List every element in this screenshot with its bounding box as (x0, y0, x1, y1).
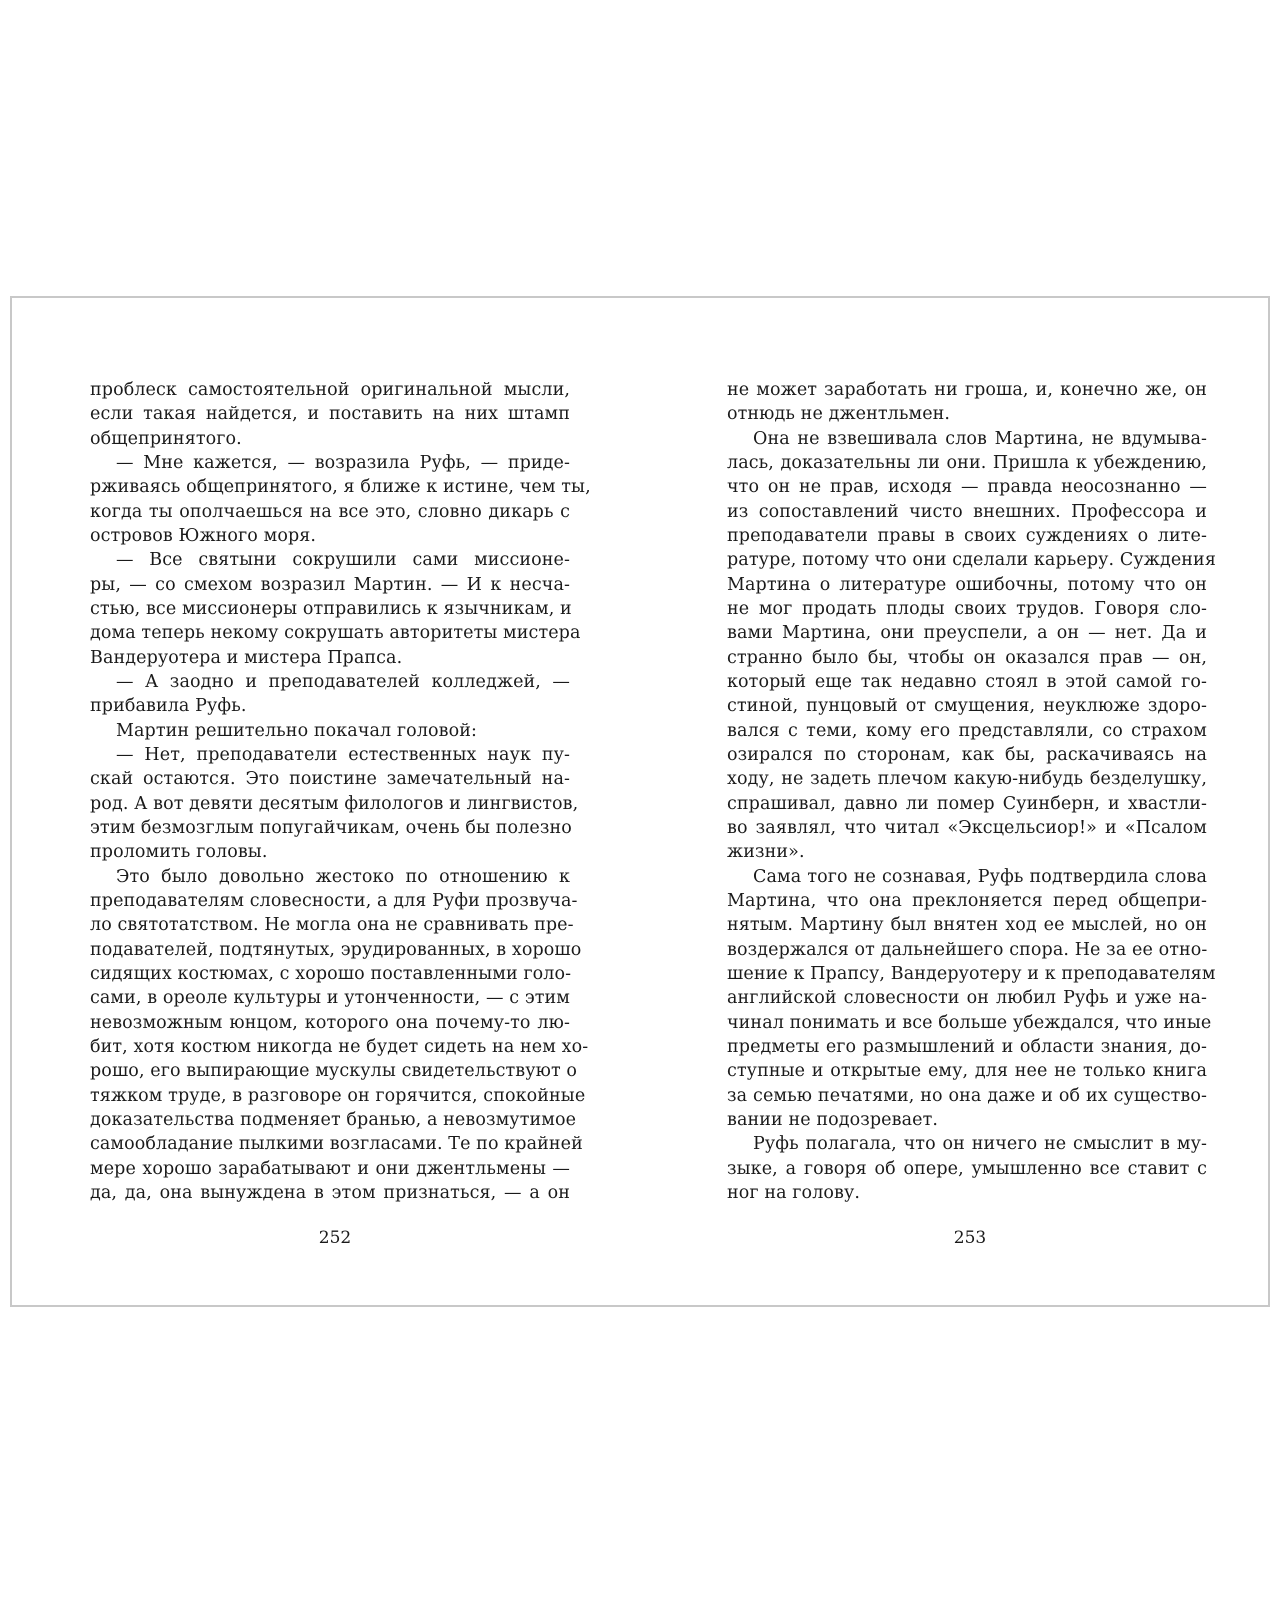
text-line: странно было бы, чтобы он оказался прав — он, (727, 647, 1207, 668)
right-page-text (727, 378, 1216, 1205)
text-line: который еще так недавно стоял в этой самой го- (727, 671, 1207, 692)
text-line: сами, в ореоле культуры и утонченности, — с этим (90, 988, 570, 1009)
text-line: — Мне кажется, — возразила Руфь, — приде- (116, 452, 570, 473)
text-line: озирался по сторонам, как бы, раскачиваясь на (727, 744, 1207, 765)
text-line: ратуре, потому что они сделали карьеру. Суждения (727, 550, 1216, 571)
text-line: нятым. Мартину был внятен ход ее мыслей, но он (727, 915, 1207, 936)
text-line: чинал понимать и все больше убеждался, что иные (727, 1012, 1212, 1033)
text-line: мере хорошо зарабатывают и они джентльмены — (90, 1158, 570, 1179)
text-line: за семью печатями, но она даже и об их существо- (727, 1085, 1207, 1106)
text-line: ступные и открытые ему, для нее не только книга (727, 1061, 1207, 1082)
text-line: вании не подозревает. (727, 1109, 939, 1130)
text-line: этим безмозглым попугайчикам, очень бы полезно (90, 817, 572, 838)
text-line: скай остаются. Это поистине замечательный на- (90, 769, 570, 790)
text-line: — А заодно и преподавателей колледжей, — (116, 671, 570, 692)
left-page-number: 252 (318, 1228, 352, 1248)
text-line: рошо, его выпирающие мускулы свидетельствуют о (90, 1061, 578, 1082)
left-page-text (90, 378, 591, 1205)
text-line: предметы его размышлений и области знания, до- (727, 1036, 1207, 1057)
text-line: проблеск самостоятельной оригинальной мысли, (90, 380, 570, 400)
text-line: Мартин решительно покачал головой: (116, 720, 478, 741)
text-line: ры, — со смехом возразил Мартин. — И к несча- (90, 574, 570, 595)
text-line: жизни». (727, 842, 805, 863)
text-line: Мартина о литературе ошибочны, потому что он (727, 574, 1207, 595)
text-line: английской словесности он любил Руфь и уже на- (727, 988, 1207, 1009)
text-line: подавателей, подтянутых, эрудированных, в хорошо (90, 939, 582, 960)
right-page-number: 253 (953, 1228, 987, 1248)
text-line: вами Мартина, они преуспели, а он — нет. Да и (727, 623, 1207, 644)
text-line: прибавила Руфь. (90, 696, 247, 717)
text-line: ног на голову. (727, 1182, 861, 1203)
text-line: Сама того не сознавая, Руфь подтвердила слова (753, 866, 1207, 887)
text-line: что он не прав, исходя — правда неосознанно — (727, 477, 1207, 498)
text-line: вался с теми, кому его представляли, со страхом (727, 720, 1207, 741)
text-line: спрашивал, давно ли помер Суинберн, и хвастли- (727, 793, 1207, 814)
text-line: общепринятого. (90, 428, 242, 449)
text-line: Это было довольно жестоко по отношению к (116, 866, 570, 887)
text-line: рживаясь общепринятого, я ближе к истине, чем ты, (90, 477, 591, 498)
text-line: стиной, пунцовый от смущения, неуклюже здоро- (727, 696, 1207, 717)
text-line: Она не взвешивала слов Мартина, не вдумыва- (753, 428, 1207, 449)
text-line: да, да, она вынуждена в этом признаться, — а он (90, 1182, 570, 1203)
text-line: шение к Прапсу, Вандеруотеру и к преподавателям (727, 963, 1216, 984)
text-line: отнюдь не джентльмен. (727, 404, 951, 425)
text-line: бит, хотя костюм никогда не будет сидеть на нем хо- (90, 1036, 589, 1057)
text-line: ло святотатством. Не могла она не сравнивать пре- (90, 915, 574, 936)
text-line: воздержался от дальнейшего спора. Не за ее отно- (727, 939, 1208, 960)
text-line: островов Южного моря. (90, 525, 317, 546)
text-line: когда ты ополчаешься на все это, словно дикарь с (90, 501, 570, 522)
text-line: невозможным юнцом, которого она почему-то лю- (90, 1012, 570, 1033)
text-line: Мартина, что она преклоняется перед общепри- (727, 890, 1207, 911)
text-line: тяжком труде, в разговоре он горячится, спокойные (90, 1085, 586, 1106)
text-line: лась, доказательны ли они. Пришла к убеждению, (727, 452, 1207, 473)
text-line: Руфь полагала, что он ничего не смыслит в му- (753, 1134, 1207, 1155)
book-spread (10, 296, 1270, 1307)
text-line: не может заработать ни гроша, и, конечно же, он (727, 380, 1207, 400)
text-line: — Нет, преподаватели естественных наук пу- (116, 744, 570, 765)
text-line: самообладание пылкими возгласами. Те по крайней (90, 1134, 583, 1155)
text-line: род. А вот девяти десятым филологов и лингвистов, (90, 793, 579, 814)
text-line: из сопоставлений чисто внешних. Профессора и (727, 501, 1207, 522)
text-line: преподавателям словесности, а для Руфи прозвуча- (90, 890, 578, 911)
text-line: зыке, а говоря об опере, умышленно все ставит с (727, 1158, 1207, 1179)
text-line: ходу, не задеть плечом какую-нибудь безделушку, (727, 769, 1207, 790)
text-line: во заявлял, что читал «Эксцельсиор!» и «Псалом (727, 817, 1207, 838)
text-line: сидящих костюмах, с хорошо поставленными голо- (90, 963, 572, 984)
text-line: Вандеруотера и мистера Прапса. (90, 647, 403, 668)
text-line: дома теперь некому сокрушать авторитеты мистера (90, 623, 581, 644)
text-line: доказательства подменяет бранью, а невозмутимое (90, 1109, 577, 1130)
text-line: преподаватели правы в своих суждениях о лите- (727, 525, 1207, 546)
text-line: проломить головы. (90, 842, 268, 863)
text-line: — Все святыни сокрушили сами миссионе- (116, 550, 570, 571)
text-line: стью, все миссионеры отправились к язычникам, и (90, 598, 572, 619)
text-line: не мог продать плоды своих трудов. Говоря сло- (727, 598, 1207, 619)
text-line: если такая найдется, и поставить на них штамп (90, 404, 570, 425)
